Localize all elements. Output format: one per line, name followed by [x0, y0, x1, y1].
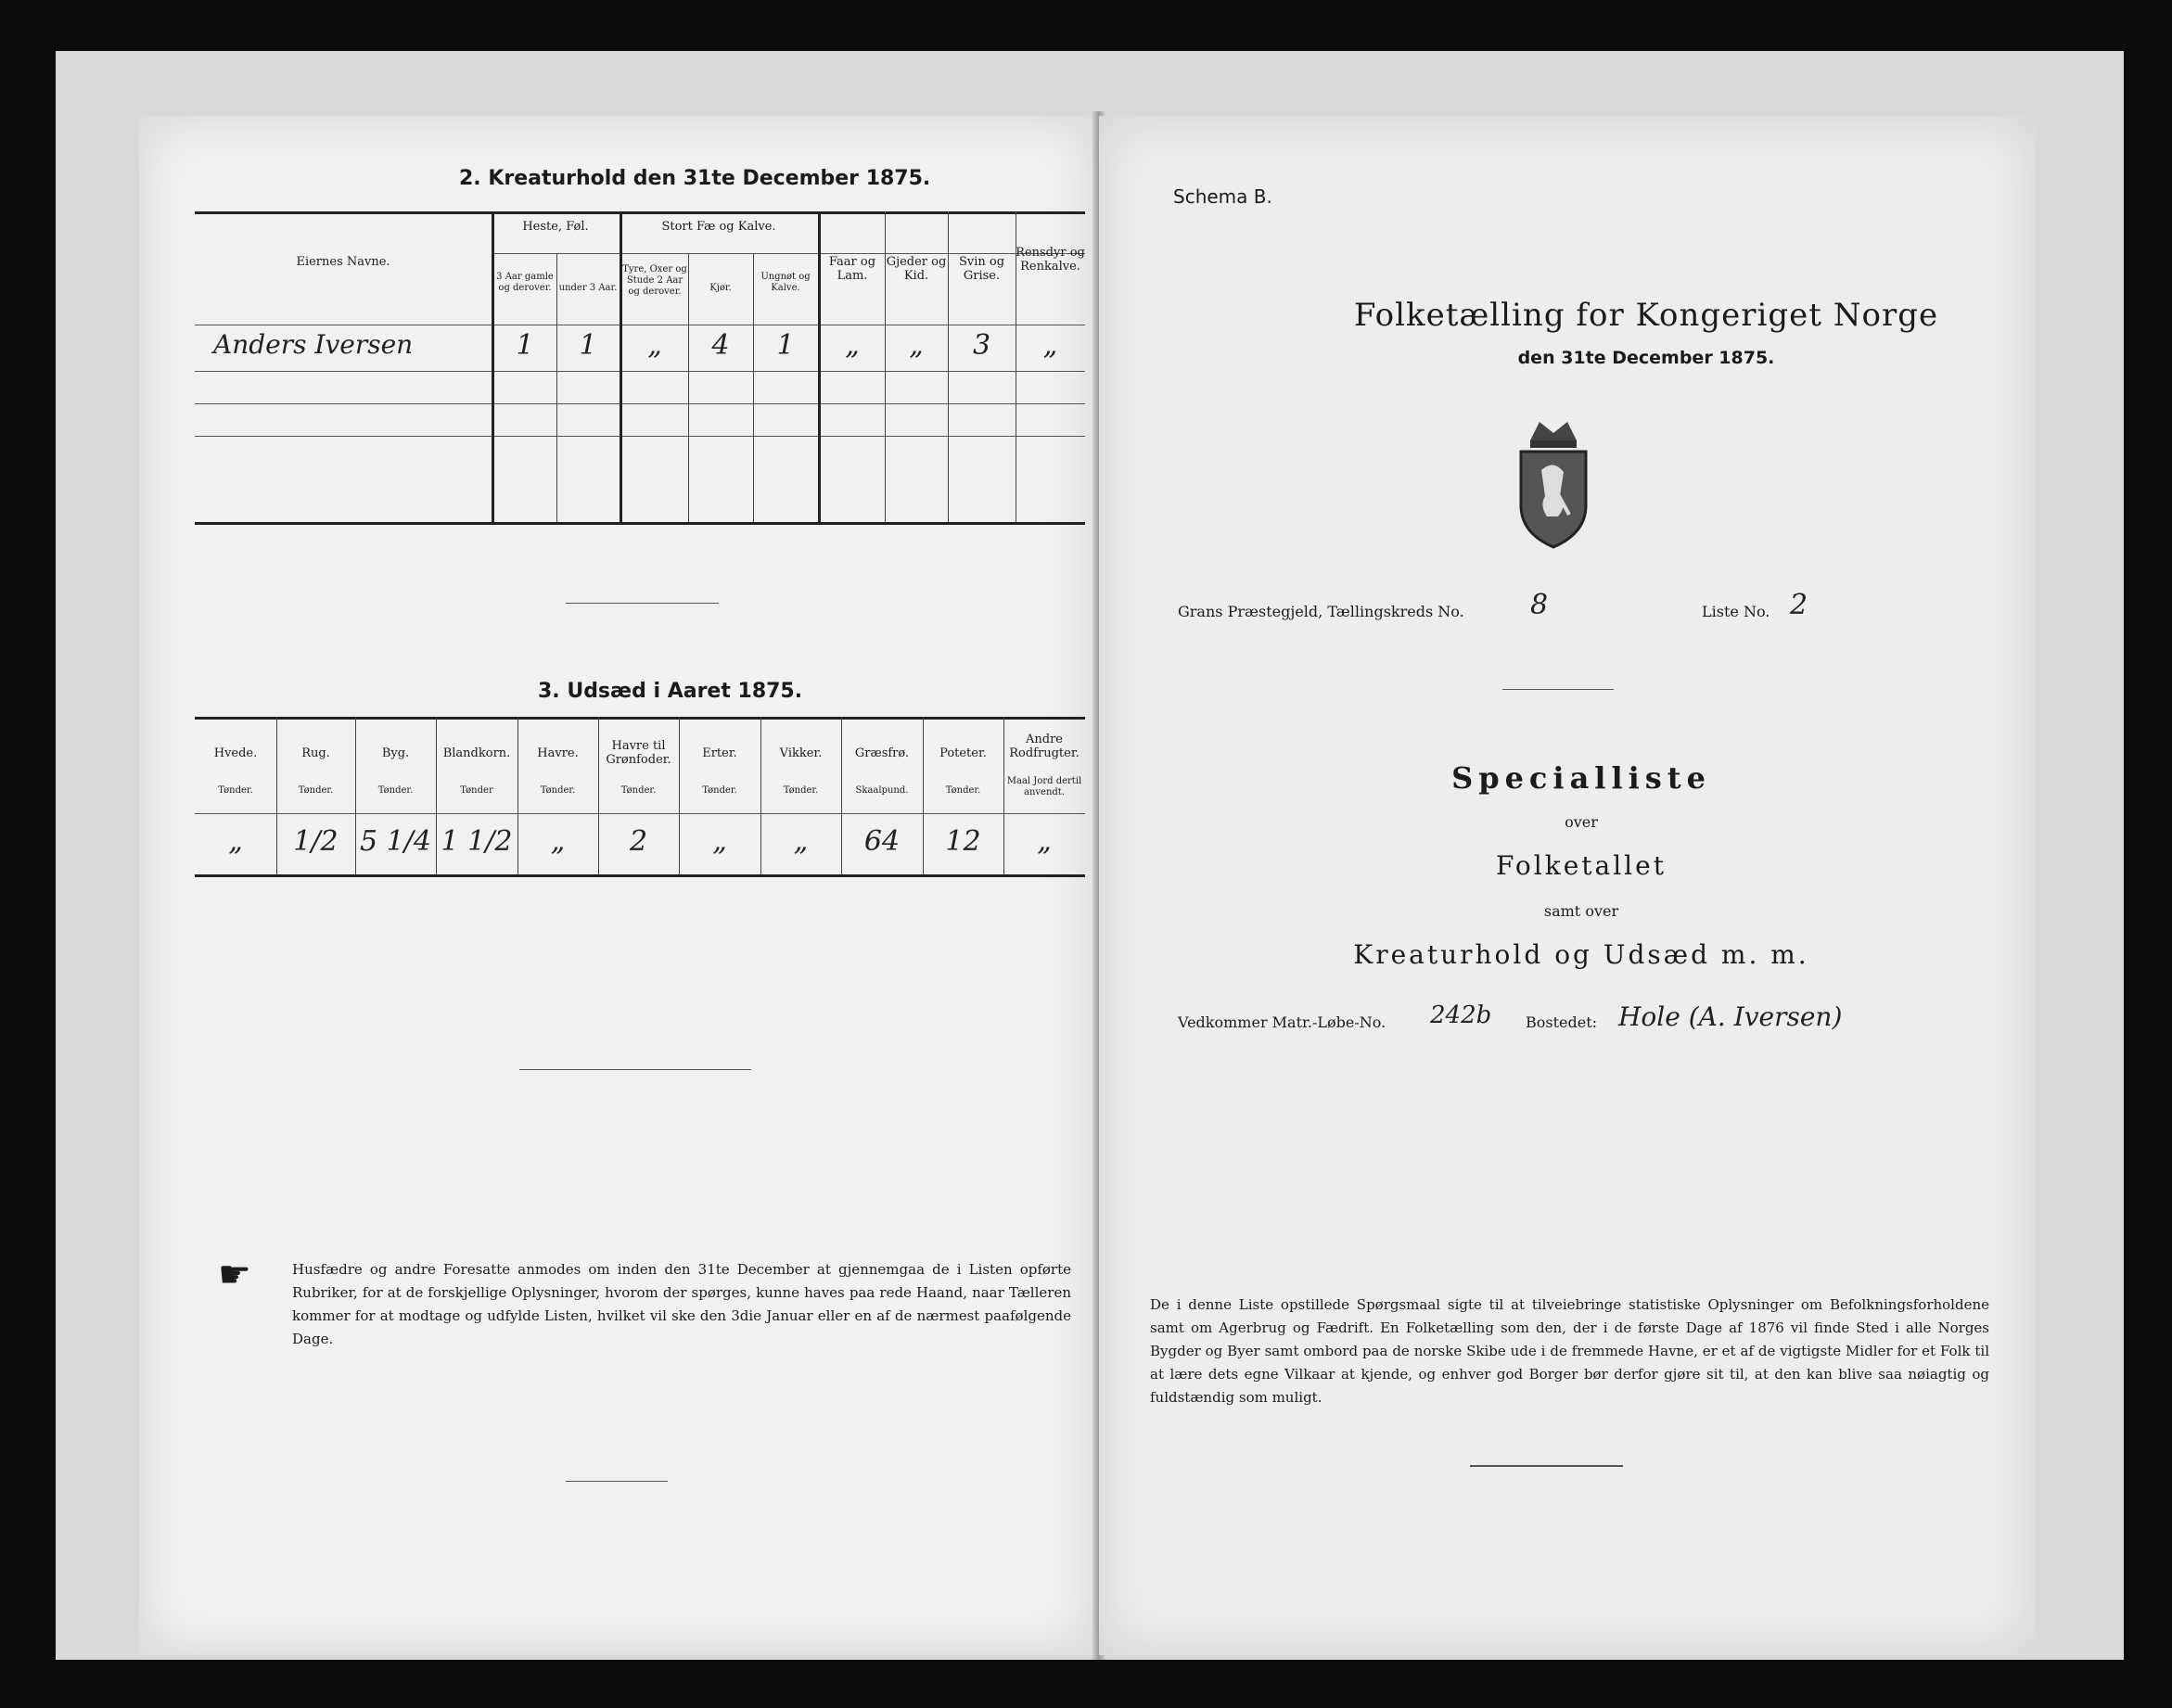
- seed-table-bottom-rule: [195, 874, 1085, 877]
- seed-unit: Tønder.: [377, 785, 414, 796]
- livestock-table-top-rule: [195, 211, 1085, 214]
- seed-value-cell: 2: [629, 825, 648, 858]
- seed-unit: Tønder.: [783, 785, 819, 796]
- heste-group-header: Heste, Føl.: [522, 220, 589, 234]
- seed-unit: Tønder.: [702, 785, 737, 796]
- folketallet-heading: Folketallet: [1496, 850, 1667, 881]
- heste-young-header: under 3 Aar.: [558, 283, 618, 293]
- stort-fae-group-header: Stort Fæ og Kalve.: [661, 220, 776, 234]
- livestock-row-rule: [195, 403, 1085, 404]
- seed-value-cell: 1/2: [293, 825, 339, 858]
- livestock-subheader-rule: [493, 253, 1085, 254]
- livestock-col-divider: [492, 211, 494, 522]
- seed-value-cell: 1 1/2: [441, 825, 513, 858]
- seed-unit: Tønder.: [540, 785, 576, 796]
- livestock-col-divider: [620, 211, 622, 522]
- samt-over-text: samt over: [1543, 902, 1619, 920]
- livestock-row-rule: [195, 371, 1085, 372]
- seed-value-cell: „: [793, 825, 809, 858]
- bosted-value: Hole (A. Iversen): [1618, 1001, 1843, 1032]
- separator-rule: [566, 603, 719, 604]
- intro-paragraph: De i denne Liste opstillede Spørgsmaal sigte til at tilveiebringe statistiske Oplysninger om Befolkningsforholdene samt om Agerbrug og Fædrift. En Folketælling som den, der i de første Dage af 1876 vil finde Sted i alle Norges Bygder og Byer samt ombord paa de norske Skibe ude i de fremmede Havne, er et af de vigtigste Midler for et Folk til at lære dets egne Vilkaar at kjende, og enhver god Borger bør derfor gjøre sit til, at den kan blive saa nøiagtig og fuldstændig som muligt.: [1150, 1296, 1989, 1406]
- separator-rule: [1470, 1465, 1623, 1467]
- seed-unit: Tønder.: [218, 785, 253, 796]
- seed-title: 3. Udsæd i Aaret 1875.: [538, 680, 803, 703]
- seed-header-blandkorn: Blandkorn.: [442, 746, 511, 760]
- seed-header-havre: Havre.: [537, 746, 579, 760]
- seed-unit: Maal Jord dertil anvendt.: [1006, 776, 1082, 797]
- over-text: over: [1565, 813, 1598, 831]
- bosted-label: Bostedet:: [1526, 1013, 1598, 1031]
- seed-unit: Skaalpund.: [855, 785, 909, 796]
- separator-rule: [566, 1481, 668, 1482]
- kreaturhold-heading: Kreaturhold og Udsæd m. m.: [1353, 939, 1809, 970]
- seed-header-bottom-rule: [195, 813, 1085, 814]
- faar-cell: „: [845, 329, 860, 362]
- separator-rule: [1502, 689, 1614, 690]
- matr-number: 242b: [1430, 1001, 1492, 1029]
- seed-value-cell: „: [1037, 825, 1052, 858]
- heste-young-cell: 1: [579, 329, 597, 362]
- heste-old-cell: 1: [516, 329, 534, 362]
- tellingskreds-number: 8: [1530, 589, 1549, 621]
- ungnot-header: Ungnøt og Kalve.: [760, 272, 811, 293]
- owner-name-cell: Anders Iversen: [213, 329, 414, 360]
- schema-label: Schema B.: [1173, 185, 1272, 208]
- seed-header-byg: Byg.: [381, 746, 410, 760]
- seed-header-andre: Andre Rodfrugter.: [1009, 733, 1080, 760]
- matr-label: Vedkommer Matr.-Løbe-No.: [1178, 1013, 1386, 1031]
- seed-value-cell: 12: [945, 825, 981, 858]
- gjeder-header: Gjeder og Kid.: [886, 255, 947, 283]
- seed-value-cell: 5 1/4: [360, 825, 431, 858]
- kjor-cell: 4: [711, 329, 730, 362]
- liste-label: Liste No.: [1702, 603, 1770, 620]
- specialliste-heading: Specialliste: [1451, 760, 1711, 796]
- seed-header-rug: Rug.: [301, 746, 330, 760]
- gjeder-cell: „: [909, 329, 924, 362]
- pointing-hand-icon: ☛: [218, 1254, 251, 1296]
- livestock-row-rule: [195, 436, 1085, 437]
- rensdyr-header: Rensdyr og Renkalve.: [1016, 246, 1085, 274]
- seed-unit: Tønder.: [298, 785, 334, 796]
- livestock-title: 2. Kreaturhold den 31te December 1875.: [459, 167, 931, 190]
- separator-rule: [519, 1069, 751, 1070]
- left-page: [139, 116, 1094, 1655]
- owner-name-header: Eiernes Navne.: [296, 255, 390, 269]
- seed-unit: Tønder.: [620, 785, 657, 796]
- seed-header-poteter: Poteter.: [939, 746, 987, 760]
- tyre-cell: „: [647, 329, 662, 362]
- seed-header-graesfro: Græsfrø.: [854, 746, 910, 760]
- seed-unit: Tønder.: [945, 785, 981, 796]
- ungnot-cell: 1: [776, 329, 795, 362]
- faar-header: Faar og Lam.: [828, 255, 876, 283]
- svin-cell: 3: [972, 329, 991, 362]
- tyre-header: Tyre, Oxer og Stude 2 Aar og derover.: [622, 264, 687, 297]
- seed-value-cell: „: [228, 825, 243, 858]
- seed-table-top-rule: [195, 717, 1085, 720]
- prestegjeld-label: Grans Præstegjeld, Tællingskreds No.: [1178, 603, 1464, 620]
- livestock-table-bottom-rule: [195, 522, 1085, 525]
- notice-text: Husfædre og andre Foresatte anmodes om inden den 31te December at gjennemgaa de i Listen opførte Rubriker, for at de forskjellige Oplysninger, hvorom der spørges, kunne haves paa rede Haand, naar Tælleren kommer for at modtage og udfylde Listen, hvilket vil ske den 3die Januar eller en af de nærmest paafølgende Dage.: [292, 1261, 1071, 1347]
- coat-of-arms-icon: [1502, 413, 1604, 552]
- seed-header-erter: Erter.: [702, 746, 737, 760]
- seed-header-hvede: Hvede.: [213, 746, 258, 760]
- seed-header-vikker: Vikker.: [779, 746, 823, 760]
- kjor-header: Kjør.: [709, 283, 732, 293]
- seed-value-cell: „: [712, 825, 727, 858]
- liste-number: 2: [1790, 589, 1808, 621]
- seed-unit: Tønder: [460, 785, 493, 796]
- svin-header: Svin og Grise.: [958, 255, 1005, 283]
- right-page: [1099, 116, 2036, 1655]
- rensdyr-cell: „: [1042, 329, 1058, 362]
- seed-value-cell: 64: [863, 825, 901, 858]
- main-title: Folketælling for Kongeriget Norge: [1353, 297, 1939, 334]
- seed-header-havre-gronfoder: Havre til Grønfoder.: [606, 739, 671, 767]
- heste-old-header: 3 Aar gamle og derover.: [496, 272, 554, 293]
- seed-value-cell: „: [550, 825, 566, 858]
- main-subtitle: den 31te December 1875.: [1517, 348, 1775, 368]
